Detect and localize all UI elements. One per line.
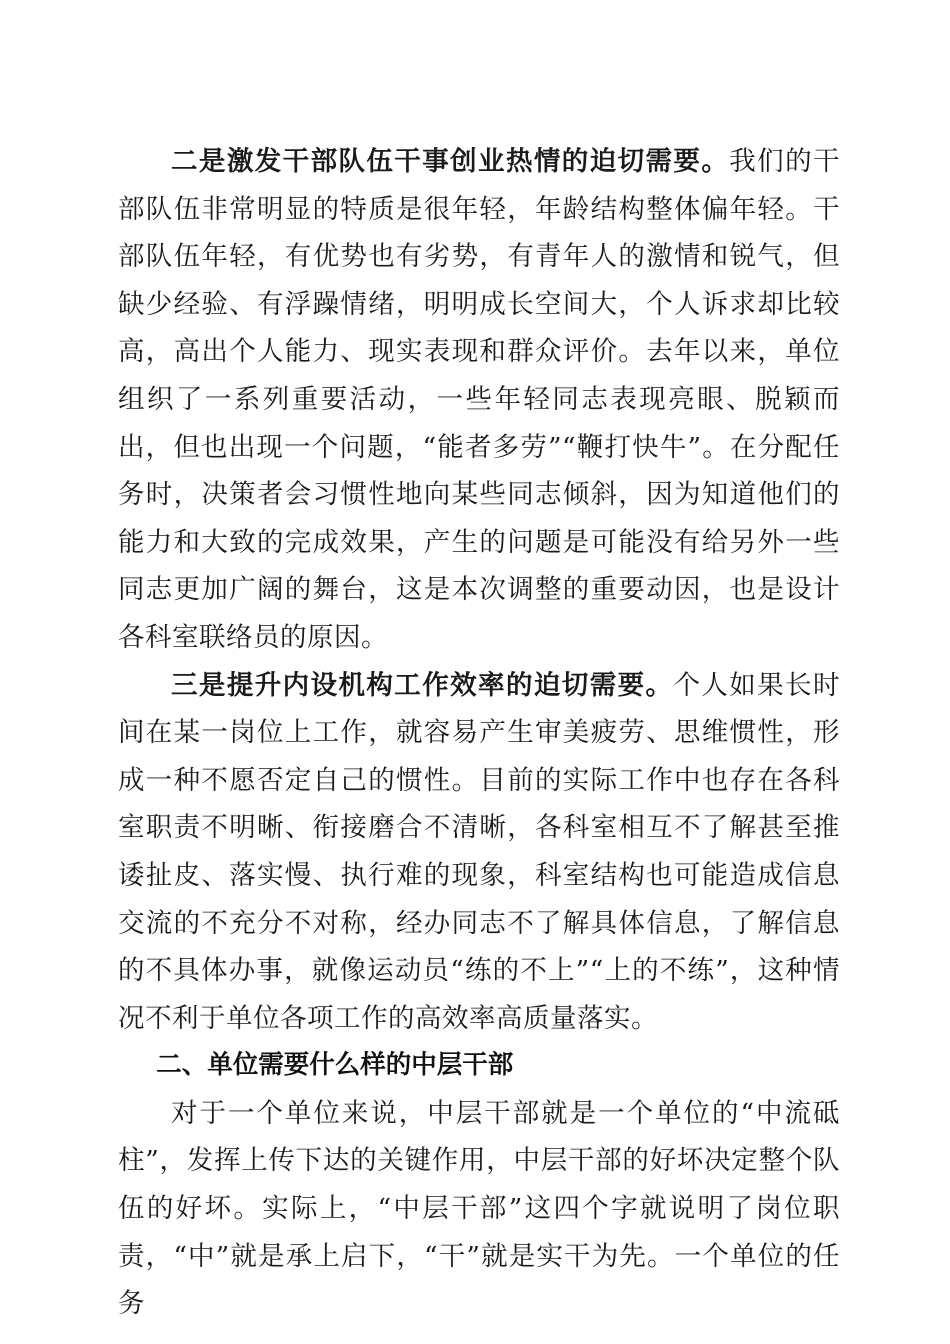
paragraph-work-efficiency (118, 662, 840, 1043)
paragraph-body: 我们的干部队伍非常明显的特质是很年轻，年龄结构整体偏年轻。干部队伍年轻，有优势也有劣势，有青年人的激情和锐气，但缺少经验、有浮躁情绪，明明成长空间大，个人诉求却比较高，高出个人能力、现实表现和群众评价。去年以来，单位组织了一系列重要活动，一些年轻同志表现亮眼、脱颖而出，但也出现一个问题，“能者多劳”“鞭打快牛”。在分配任务时，决策者会习惯性地向某些同志倾斜，因为知道他们的能力和大致的完成效果，产生的问题是可能没有给另外一些同志更加广阔的舞台，这是本次调整的重要动因，也是设计各科室联络员的原因。 (118, 146, 841, 653)
paragraph-body: 对于一个单位来说，中层干部就是一个单位的“中流砥柱”，发挥上传下达的关键作用，中层干部的好坏决定整个队伍的好坏。实际上，“中层干部”这四个字就说明了岗位职责，“中”就是承上启下，“干”就是实干为先。一个单位的任务 (118, 1097, 840, 1320)
document-page (118, 138, 840, 1328)
paragraph-youth-enthusiasm (118, 138, 840, 662)
paragraph-body: 个人如果长时间在某一岗位上工作，就容易产生审美疲劳、思维惯性，形成一种不愿否定自己的惯性。目前的实际工作中也存在各科室职责不明晰、衔接磨合不清晰，各科室相互不了解甚至推诿扯皮、落实慢、执行难的现象，科室结构也可能造成信息交流的不充分不对称，经办同志不了解具体信息，了解信息的不具体办事，就像运动员“练的不上”“上的不练”，这种情况不利于单位各项工作的高效率高质量落实。 (118, 669, 841, 1034)
section-heading: 二、单位需要什么样的中层干部 (156, 1050, 514, 1081)
paragraph-lead: 二是激发干部队伍干事创业热情的迫切需要。 (171, 146, 730, 177)
paragraph-middle-cadre (118, 1090, 840, 1328)
paragraph-lead: 三是提升内设机构工作效率的迫切需要。 (171, 669, 674, 701)
